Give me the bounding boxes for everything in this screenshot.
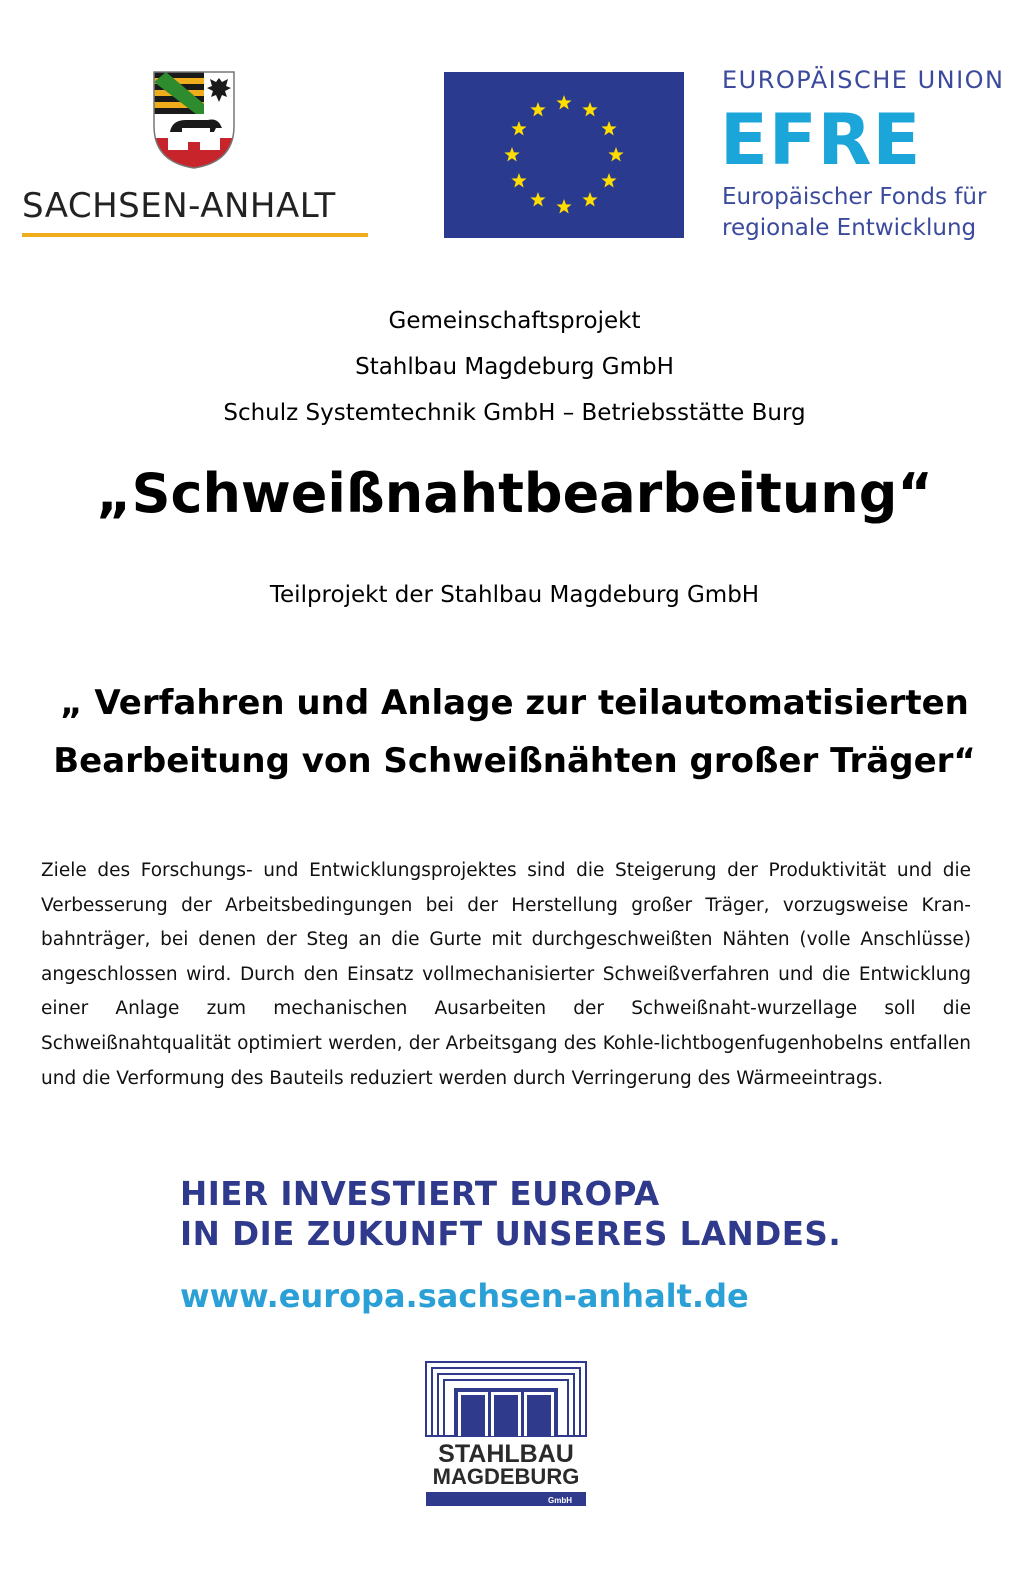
eu-star-icon (556, 95, 571, 109)
eu-star-icon (530, 102, 545, 116)
state-underline (22, 233, 368, 237)
project-description: Ziele des Forschungs- und Entwicklungsprojektes sind die Steigerung der Produktivität und die Verbesserung der Arbeitsbedingungen bei der Herstellung großer Träger, vorzugsweise Kran-bahnträger, bei denen der Steg an die Gurte mit durchgeschweißten Nähten (volle Anschlüsse) angeschlossen wird. Durch den Einsatz vollmechanisierter Schweißverfahren und die Entwicklung einer Anlage zum mechanischen Ausarbeiten der Schweißnaht-wurzellage soll die Schweißnahtqualität optimiert werden, der Arbeitsgang des Kohle-lichtbogenfugenhobelns entfallen und die Verformung des Bauteils reduziert werden durch Verringerung des Wärmeeintrags. (41, 860, 971, 1089)
topic-line-2: Bearbeitung von Schweißnähten großer Träger“ (53, 741, 976, 781)
eu-star-icon (511, 121, 526, 135)
subproject-label: Teilprojekt der Stahlbau Magdeburg GmbH (269, 582, 760, 608)
slogan (180, 1174, 841, 1254)
efre-description-line2: regionale Entwicklung (722, 215, 977, 241)
stahlbau-magdeburg-logo-icon (424, 1360, 588, 1512)
eu-star-icon (530, 192, 545, 206)
eu-star-icon (582, 102, 597, 116)
slogan-line-1: HIER INVESTIERT EUROPA (180, 1175, 660, 1213)
eu-star-icon (511, 173, 526, 187)
eu-star-icon (608, 147, 623, 161)
eu-star-icon (504, 147, 519, 161)
page-title: „Schweißnahtbearbeitung“ (96, 462, 933, 525)
efre-label: EFRE (720, 99, 922, 181)
state-name: SACHSEN-ANHALT (22, 186, 336, 226)
efre-description-line1: Europäischer Fonds für (722, 184, 987, 210)
coat-of-arms-icon (152, 70, 236, 170)
eu-star-icon (582, 192, 597, 206)
project-line-1: Gemeinschaftsprojekt (388, 308, 641, 334)
project-line-2: Stahlbau Magdeburg GmbH (355, 354, 674, 380)
eu-star-icon (601, 121, 616, 135)
slogan-line-2: IN DIE ZUKUNFT UNSERES LANDES. (180, 1215, 842, 1253)
efre-description (722, 182, 986, 244)
company-suffix: GmbH (548, 1496, 572, 1505)
eu-union-label: EUROPÄISCHE UNION (722, 66, 1005, 94)
topic-line-1: „ Verfahren und Anlage zur teilautomatisierten (60, 683, 969, 723)
eu-star-icon (601, 173, 616, 187)
company-name-line2: MAGDEBURG (432, 1464, 580, 1489)
project-line-3: Schulz Systemtechnik GmbH – Betriebsstätte Burg (223, 400, 806, 426)
project-partners (0, 298, 1029, 436)
eu-star-icon (556, 199, 571, 213)
topic-title (0, 674, 1029, 790)
company-name-line1: STAHLBAU (438, 1440, 574, 1468)
eu-flag-icon (444, 72, 684, 238)
website-link[interactable]: www.europa.sachsen-anhalt.de (180, 1277, 749, 1315)
